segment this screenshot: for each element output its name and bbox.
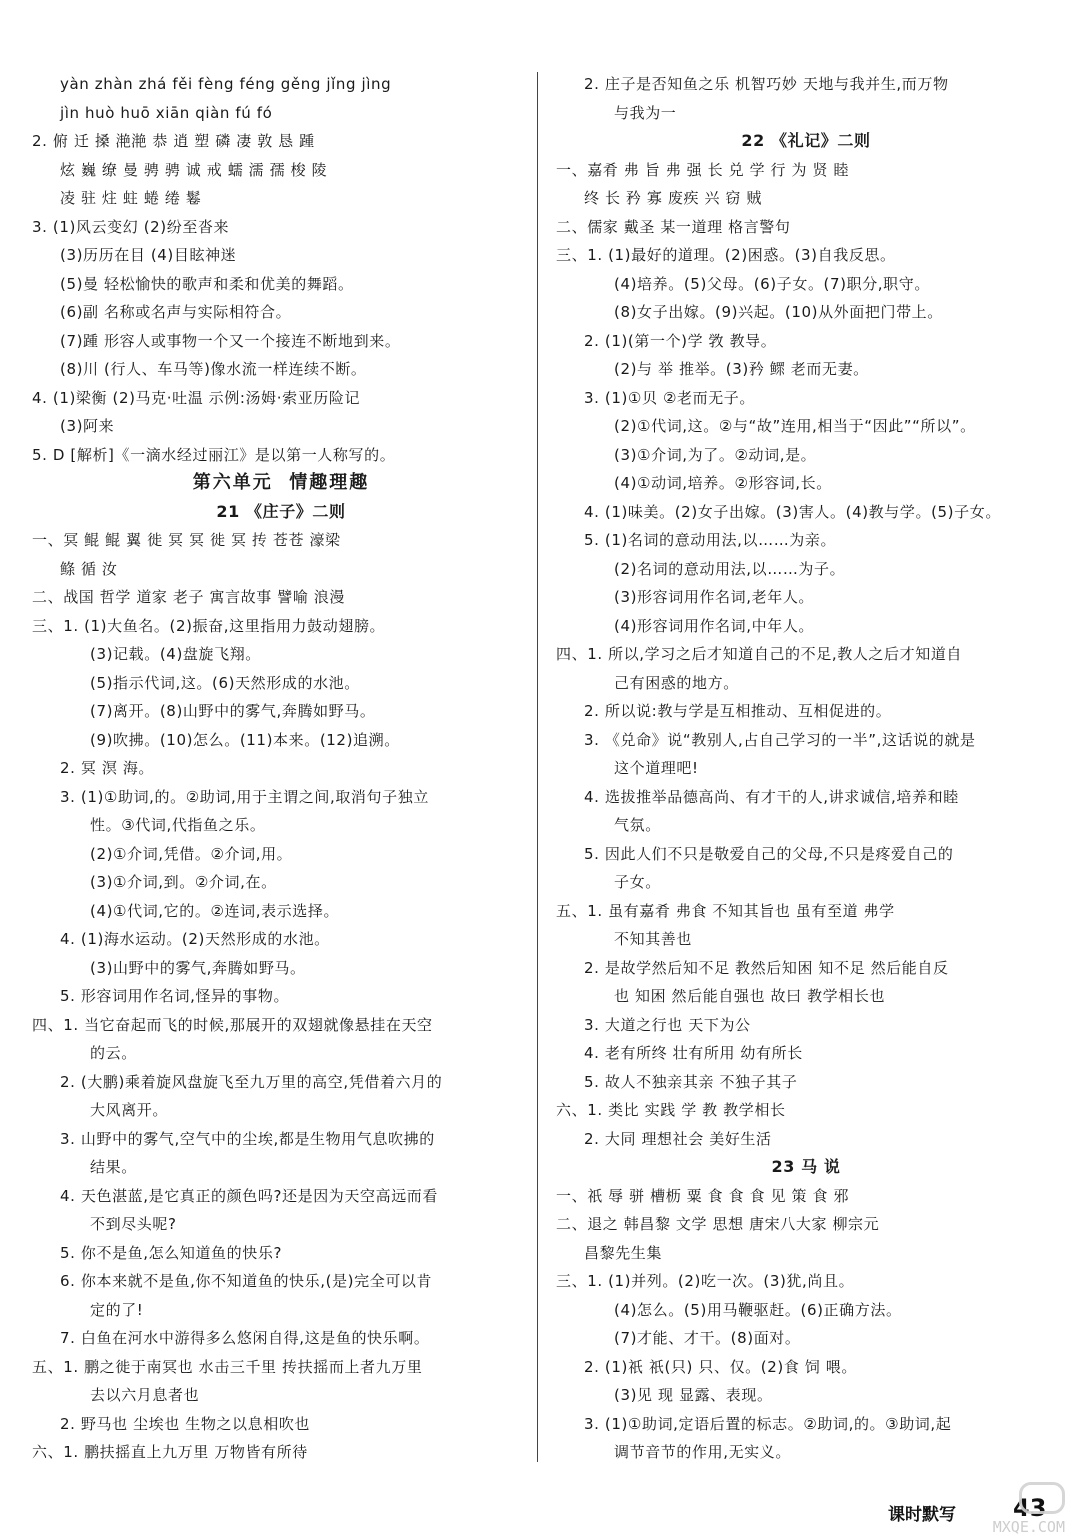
answer-line: 终 长 矜 寡 废疾 兴 窃 贼 (584, 189, 762, 207)
answer-line: (2)与 举 推举。(3)矜 鳏 老而无妻。 (614, 360, 869, 378)
answer-line: 三、1. (1)最好的道理。(2)困惑。(3)自我反思。 (556, 246, 896, 264)
answer-line: (3)①介词,到。②介词,在。 (90, 873, 277, 891)
page-number: 43 (1013, 1494, 1047, 1522)
answer-line: 4. 选拔推举品德高尚、有才干的人,讲求诚信,培养和睦 (584, 787, 959, 806)
watermark-text: MXQE.COM (992, 1518, 1065, 1536)
answer-line: 的云。 (90, 1044, 137, 1062)
answer-line: 己有困惑的地方。 (614, 673, 739, 692)
answer-line: (2)①代词,这。②与“故”连用,相当于“因此”“所以”。 (614, 417, 976, 435)
left-column (32, 70, 530, 1467)
answer-line: 2. (大鹏)乘着旋风盘旋飞至九万里的高空,凭借着六月的 (60, 1072, 443, 1091)
answer-line: 一、祇 辱 骈 槽枥 粟 食 食 食 见 策 食 邪 (556, 1186, 850, 1205)
answer-line: 2. (1)(第一个)学 敩 教导。 (584, 331, 777, 350)
answer-line: 大风离开。 (90, 1101, 169, 1119)
footer-label: 课时默写 (888, 1505, 956, 1525)
answer-line: 3. 《兑命》说“教别人,占自己学习的一半”,这话说的就是 (584, 730, 976, 749)
answer-line: 3. 大道之行也 天下为公 (584, 1015, 751, 1034)
answer-line: (8)川 (行人、车马等)像水流一样连续不断。 (60, 360, 367, 378)
answer-line: (3)见 现 显露、表现。 (614, 1386, 773, 1404)
answer-line: 3. (1)风云变幻 (2)纷至沓来 (32, 217, 230, 236)
answer-line: (8)女子出嫁。(9)兴起。(10)从外面把门带上。 (614, 303, 943, 321)
answer-line: (4)培养。(5)父母。(6)子女。(7)职分,职守。 (614, 274, 930, 293)
answer-line: 性。③代词,代指鱼之乐。 (90, 816, 266, 834)
answer-line: 不到尽头呢? (90, 1215, 177, 1233)
answer-line: 2. 冥 溟 海。 (60, 759, 155, 777)
answer-line: 4. 老有所终 壮有所用 幼有所长 (584, 1044, 803, 1062)
answer-line: (3)山野中的雾气,奔腾如野马。 (90, 958, 306, 977)
answer-line: 5. 形容词用作名词,怪异的事物。 (60, 987, 290, 1005)
answer-line: 5. (1)名词的意动用法,以……为亲。 (584, 531, 837, 549)
answer-line: (7)才能、才干。(8)面对。 (614, 1329, 801, 1347)
answer-line: 5. 故人不独亲其亲 不独子其子 (584, 1072, 798, 1091)
watermark-logo (955, 1482, 1065, 1536)
answer-line: 4. 天色湛蓝,是它真正的颜色吗?还是因为天空高远而看 (60, 1186, 439, 1205)
watermark-icon (1019, 1482, 1065, 1514)
answer-line: 炫 巍 缭 曼 骋 骋 诚 戒 蠕 濡 孺 梭 陵 (60, 160, 328, 179)
answer-line: 2. 是故学然后知不足 教然后知困 知不足 然后能自反 (584, 958, 949, 977)
answer-line: 气氛。 (614, 816, 661, 834)
answer-line: 与我为一 (614, 103, 677, 122)
answer-line: 一、嘉肴 弗 旨 弗 强 长 兑 学 行 为 贤 睦 (556, 160, 850, 179)
answer-line: 结果。 (90, 1158, 137, 1176)
answer-line: 鲦 循 汝 (60, 559, 118, 578)
answer-line: 也 知困 然后能自强也 故曰 教学相长也 (614, 987, 886, 1005)
answer-line: (2)①介词,凭借。②介词,用。 (90, 844, 293, 863)
answer-line: 六、1. 类比 实践 学 教 教学相长 (556, 1101, 786, 1119)
answer-line: 调节音节的作用,无实义。 (614, 1443, 791, 1461)
answer-line: 2. 大同 理想社会 美好生活 (584, 1129, 772, 1148)
answer-line: 2. 所以说:教与学是互相推动、互相促进的。 (584, 702, 892, 720)
answer-line: 5. 因此人们不只是敬爱自己的父母,不只是疼爱自己的 (584, 844, 954, 863)
answer-line: 四、1. 当它奋起而飞的时候,那展开的双翅就像悬挂在天空 (32, 1015, 433, 1034)
answer-line: 三、1. (1)大鱼名。(2)振奋,这里指用力鼓动翅膀。 (32, 616, 386, 635)
answer-line: 3. 山野中的雾气,空气中的尘埃,都是生物用气息吹拂的 (60, 1129, 435, 1148)
answer-line: 四、1. 所以,学习之后才知道自己的不足,教人之后才知道自 (556, 645, 963, 663)
answer-line: 二、儒家 戴圣 某一道理 格言警句 (556, 217, 791, 236)
answer-line: 3. (1)①贝 ②老而无子。 (584, 388, 755, 407)
answer-line: (2)名词的意动用法,以……为子。 (614, 559, 846, 578)
answer-line: 3. (1)①助词,的。②助词,用于主谓之间,取消句子独立 (60, 787, 429, 806)
answer-line: 二、战国 哲学 道家 老子 寓言故事 譬喻 浪漫 (32, 588, 346, 606)
answer-line: 去以六月息者也 (90, 1386, 200, 1404)
answer-line: (4)①代词,它的。②连词,表示选择。 (90, 901, 340, 920)
column-divider (537, 72, 538, 1462)
answer-line: (4)怎么。(5)用马鞭驱赶。(6)正确方法。 (614, 1300, 902, 1319)
answer-line: 凌 驻 炷 蛀 蜷 绻 鬈 (60, 189, 202, 207)
answer-line: 二、退之 韩昌黎 文学 思想 唐宋八大家 柳宗元 (556, 1215, 880, 1233)
answer-line: (4)①动词,培养。②形容词,长。 (614, 474, 832, 492)
answer-line: 2. (1)祇 祇(只) 只、仅。(2)食 饲 喂。 (584, 1357, 857, 1376)
answer-line: (7)离开。(8)山野中的雾气,奔腾如野马。 (90, 702, 376, 720)
section-heading: 21 《庄子》二则 (216, 501, 346, 521)
answer-line: 2. 俯 迁 搡 滟滟 恭 逍 塑 磷 凄 敦 恳 踵 (32, 132, 315, 150)
answer-line: 三、1. (1)并列。(2)吃一次。(3)犹,尚且。 (556, 1272, 855, 1290)
answer-line: (7)踵 形容人或事物一个又一个接连不断地到来。 (60, 331, 401, 350)
answer-line: (4)形容词用作名词,中年人。 (614, 616, 815, 635)
answer-line: 4. (1)味美。(2)女子出嫁。(3)害人。(4)教与学。(5)子女。 (584, 502, 1001, 521)
answer-line: 4. (1)海水运动。(2)天然形成的水池。 (60, 930, 330, 948)
answer-line: 5. D [解析]《一滴水经过丽江》是以第一人称写的。 (32, 445, 396, 464)
right-column (556, 70, 1056, 1467)
answer-line: 2. 庄子是否知鱼之乐 机智巧妙 天地与我并生,而万物 (584, 75, 949, 93)
answer-line: (3)①介词,为了。②动词,是。 (614, 445, 817, 464)
answer-line: 不知其善也 (614, 930, 693, 948)
answer-line: (3)阿来 (60, 417, 115, 435)
answer-line: (5)指示代词,这。(6)天然形成的水池。 (90, 673, 360, 692)
answer-line: (9)吹拂。(10)怎么。(11)本来。(12)追溯。 (90, 730, 400, 749)
answer-line: (3)形容词用作名词,老年人。 (614, 588, 815, 606)
answer-line: (6)副 名称或名声与实际相符合。 (60, 303, 292, 321)
answer-line: (3)历历在目 (4)目眩神迷 (60, 246, 237, 264)
answer-line: 五、1. 鹏之徙于南冥也 水击三千里 抟扶摇而上者九万里 (32, 1357, 423, 1376)
answer-line: 昌黎先生集 (584, 1243, 663, 1262)
section-heading: 23 马 说 (771, 1157, 841, 1176)
answer-line: 子女。 (614, 873, 661, 891)
section-heading: 22 《礼记》二则 (741, 131, 871, 150)
answer-line: 6. 你本来就不是鱼,你不知道鱼的快乐,(是)完全可以肯 (60, 1272, 433, 1290)
answer-line: 4. (1)梁衡 (2)马克·吐温 示例:汤姆·索亚历险记 (32, 388, 361, 407)
answer-line: (3)记载。(4)盘旋飞翔。 (90, 645, 261, 663)
answer-line: 定的了! (90, 1300, 144, 1319)
answer-line: 2. 野马也 尘埃也 生物之以息相吹也 (60, 1414, 311, 1433)
answer-line: 这个道理吧! (614, 759, 699, 777)
answer-line: yàn zhàn zhá fěi fèng féng gěng jǐng jìng (60, 75, 392, 93)
answer-line: (5)曼 轻松愉快的歌声和柔和优美的舞蹈。 (60, 274, 354, 293)
section-heading: 第六单元 情趣理趣 (192, 472, 370, 493)
answer-line: jìn huò huō xiān qiàn fú fó (60, 103, 273, 122)
answer-line: 五、1. 虽有嘉肴 弗食 不知其旨也 虽有至道 弗学 (556, 901, 895, 920)
answer-line: 3. (1)①助词,定语后置的标志。②助词,的。③助词,起 (584, 1414, 952, 1433)
answer-line: 7. 白鱼在河水中游得多么悠闲自得,这是鱼的快乐啊。 (60, 1329, 430, 1347)
answer-line: 六、1. 鹏扶摇直上九万里 万物皆有所待 (32, 1443, 308, 1461)
answer-line: 一、冥 鲲 鲲 翼 徙 冥 冥 徙 冥 抟 苍苍 濠梁 (32, 531, 341, 549)
answer-line: 5. 你不是鱼,怎么知道鱼的快乐? (60, 1243, 283, 1262)
